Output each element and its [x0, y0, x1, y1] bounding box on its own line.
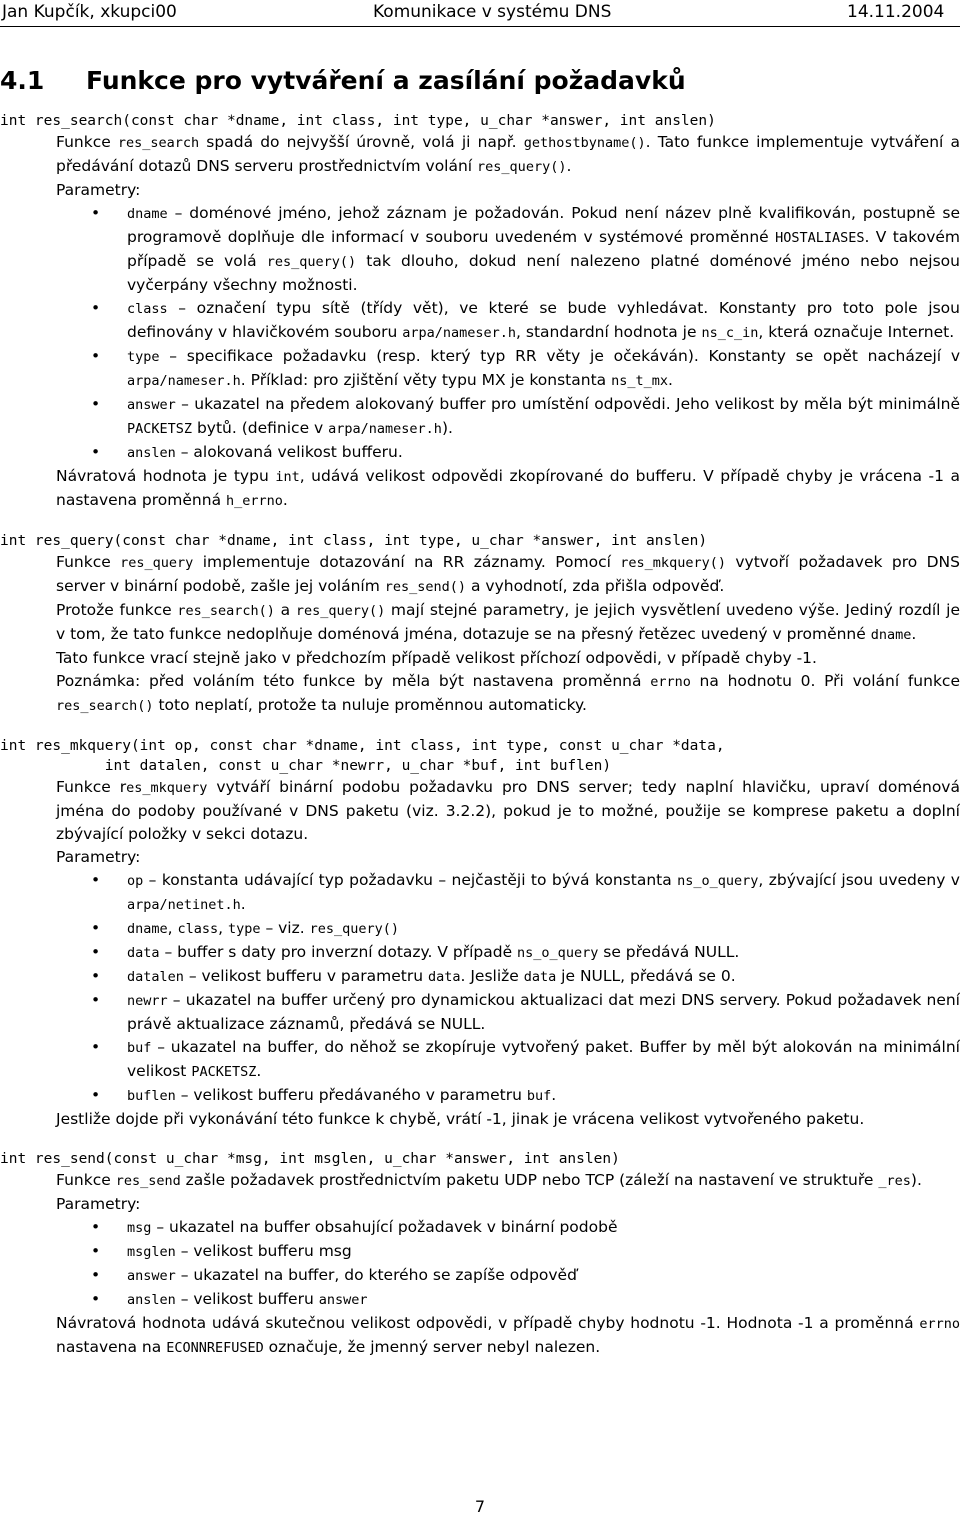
page-header — [0, 0, 960, 27]
res-search-signature: int res_search(const char *dname, int class, int type, u_char *answer, int anslen) — [0, 113, 716, 129]
res-mkquery-section — [0, 736, 960, 1131]
res-search-description: Funkce res_search spadá do nejvyšší úrovně, volá ji např. gethostbyname(). Tato funkce implementuje vytváření a předávání dotazů DNS serveru prostřednictvím volání res_query(). — [56, 133, 960, 175]
section-number: 4.1 — [0, 66, 45, 95]
list-item: • data – buffer s daty pro inverzní dotazy. V případě ns_o_query se předává NULL. — [127, 941, 960, 965]
list-item: • buf – ukazatel na buffer, do něhož se zkopíruje vytvořený paket. Buffer by měl být alokován na minimální velikost PACKETSZ. — [127, 1036, 960, 1084]
res-mkquery-description: Funkce res_mkquery vytváří binární podobu požadavku pro DNS server; tedy naplní hlavičku, upraví doménová jména do podoby používané v DNS paketu (viz. 3.2.2), pokud je to možné, použije se komprese paketu a doplní zbývající položky v sekci dotazu. — [56, 778, 960, 843]
res-query-p4: Poznámka: před voláním této funkce by měla být nastavena proměnná errno na hodnotu 0. Při volání funkce res_search() toto neplatí, protože ta nuluje proměnnou automaticky. — [56, 672, 960, 714]
res-query-p1: Funkce res_query implementuje dotazování na RR záznamy. Pomocí res_mkquery() vytvoří požadavek pro DNS server v binární podobě, zašle jej voláním res_send() a vyhodnotí, zda přišla odpověď. — [56, 553, 960, 595]
res-search-section — [0, 111, 960, 513]
res-send-signature: int res_send(const u_char *msg, int msglen, u_char *answer, int anslen) — [0, 1151, 620, 1167]
res-search-return: Návratová hodnota je typu int, udává velikost odpovědi zkopírované do bufferu. V případě chyby je vrácena -1 a nastavena proměnná h_errno. — [56, 467, 960, 509]
list-item: • msglen – velikost bufferu msg — [127, 1240, 960, 1264]
list-item: • datalen – velikost bufferu v parametru data. Jesliže data je NULL, předává se 0. — [127, 965, 960, 989]
res-mkquery-params-label: Parametry: — [56, 848, 141, 866]
res-query-signature: int res_query(const char *dname, int class, int type, u_char *answer, int anslen) — [0, 533, 708, 549]
list-item: • dname – doménové jméno, jehož záznam je požadován. Pokud není název plně kvalifikován, postupně se programově doplňuje dle informací v souboru uvedeném v systémové proměnné HOSTALIASES. V takovém případě se volá res_query() tak dlouho, dokud není nalezeno platné doménové jméno nebo nejsou vyčerpány všechny možnosti. — [127, 202, 960, 297]
header-title: Komunikace v systému DNS — [373, 2, 612, 22]
res-query-p3: Tato funkce vrací stejně jako v předchozím případě velikost příchozí odpovědi, v případě chyby -1. — [56, 649, 817, 667]
list-item: • newrr – ukazatel na buffer určený pro dynamickou aktualizaci dat mezi DNS servery. Pokud požadavek není právě aktualizace záznamů, předává se NULL. — [127, 989, 960, 1036]
res-query-p2: Protože funkce res_search() a res_query() mají stejné parametry, je jejich vysvětlení uvedeno výše. Jediný rozdíl je v tom, že tato funkce nedoplňuje doménová jména, dotazuje se na přesný řetězec uvedený v proměnné dname. — [56, 601, 960, 643]
page-content — [0, 111, 960, 1378]
list-item: • answer – ukazatel na předem alokovaný buffer pro umístění odpovědi. Jeho velikost by měla být minimálně PACKETSZ bytů. (definice v arpa/nameser.h). — [127, 393, 960, 441]
section-heading — [0, 66, 686, 95]
list-item: • dname, class, type – viz. res_query() — [127, 917, 960, 941]
res-mkquery-signature: int res_mkquery(int op, const char *dname, int class, int type, const u_char *data, int datalen, const u_char *newrr, u_char *buf, int buflen) — [0, 738, 725, 774]
list-item: • msg – ukazatel na buffer obsahující požadavek v binární podobě — [127, 1216, 960, 1240]
res-send-return: Návratová hodnota udává skutečnou velikost odpovědi, v případě chyby hodnotu -1. Hodnota -1 a proměnná errno nastavena na ECONNREFUSED označuje, že jmenný server nebyl nalezen. — [56, 1314, 960, 1356]
header-author: Jan Kupčík, xkupci00 — [2, 2, 177, 22]
list-item: • op – konstanta udávající typ požadavku – nejčastěji to bývá konstanta ns_o_query, zbývající jsou uvedeny v arpa/netinet.h. — [127, 869, 960, 917]
res-send-description: Funkce res_send zašle požadavek prostřednictvím paketu UDP nebo TCP (záleží na nastavení ve struktuře _res). — [56, 1171, 922, 1189]
res-query-section — [0, 531, 960, 718]
res-search-params-label: Parametry: — [56, 181, 141, 199]
res-send-params-label: Parametry: — [56, 1195, 141, 1213]
header-date: 14.11.2004 — [847, 2, 945, 22]
res-mkquery-param-list — [0, 869, 960, 1108]
page-number: 7 — [474, 1497, 486, 1516]
list-item: • anslen – alokovaná velikost bufferu. — [127, 441, 960, 465]
list-item: • anslen – velikost bufferu answer — [127, 1288, 960, 1312]
list-item: • type – specifikace požadavku (resp. který typ RR věty je očekáván). Konstanty se opět nacházejí v arpa/nameser.h. Příklad: pro zjištění věty typu MX je konstanta ns_t_mx. — [127, 345, 960, 393]
res-send-section — [0, 1149, 960, 1360]
section-title: Funkce pro vytváření a zasílání požadavků — [86, 66, 686, 95]
res-send-param-list — [0, 1216, 960, 1312]
res-search-param-list — [0, 202, 960, 465]
list-item: • buflen – velikost bufferu předávaného v parametru buf. — [127, 1084, 960, 1108]
list-item: • class – označení typu sítě (třídy vět), ve které se bude vyhledávat. Konstanty pro toto pole jsou definovány v hlavičkovém souboru arpa/nameser.h, standardní hodnota je ns_c_in, která označuje Internet. — [127, 297, 960, 345]
res-mkquery-return: Jestliže dojde při vykonávání této funkce k chybě, vrátí -1, jinak je vrácena velikost vytvořeného paketu. — [56, 1110, 865, 1128]
list-item: • answer – ukazatel na buffer, do kterého se zapíše odpověď — [127, 1264, 960, 1288]
